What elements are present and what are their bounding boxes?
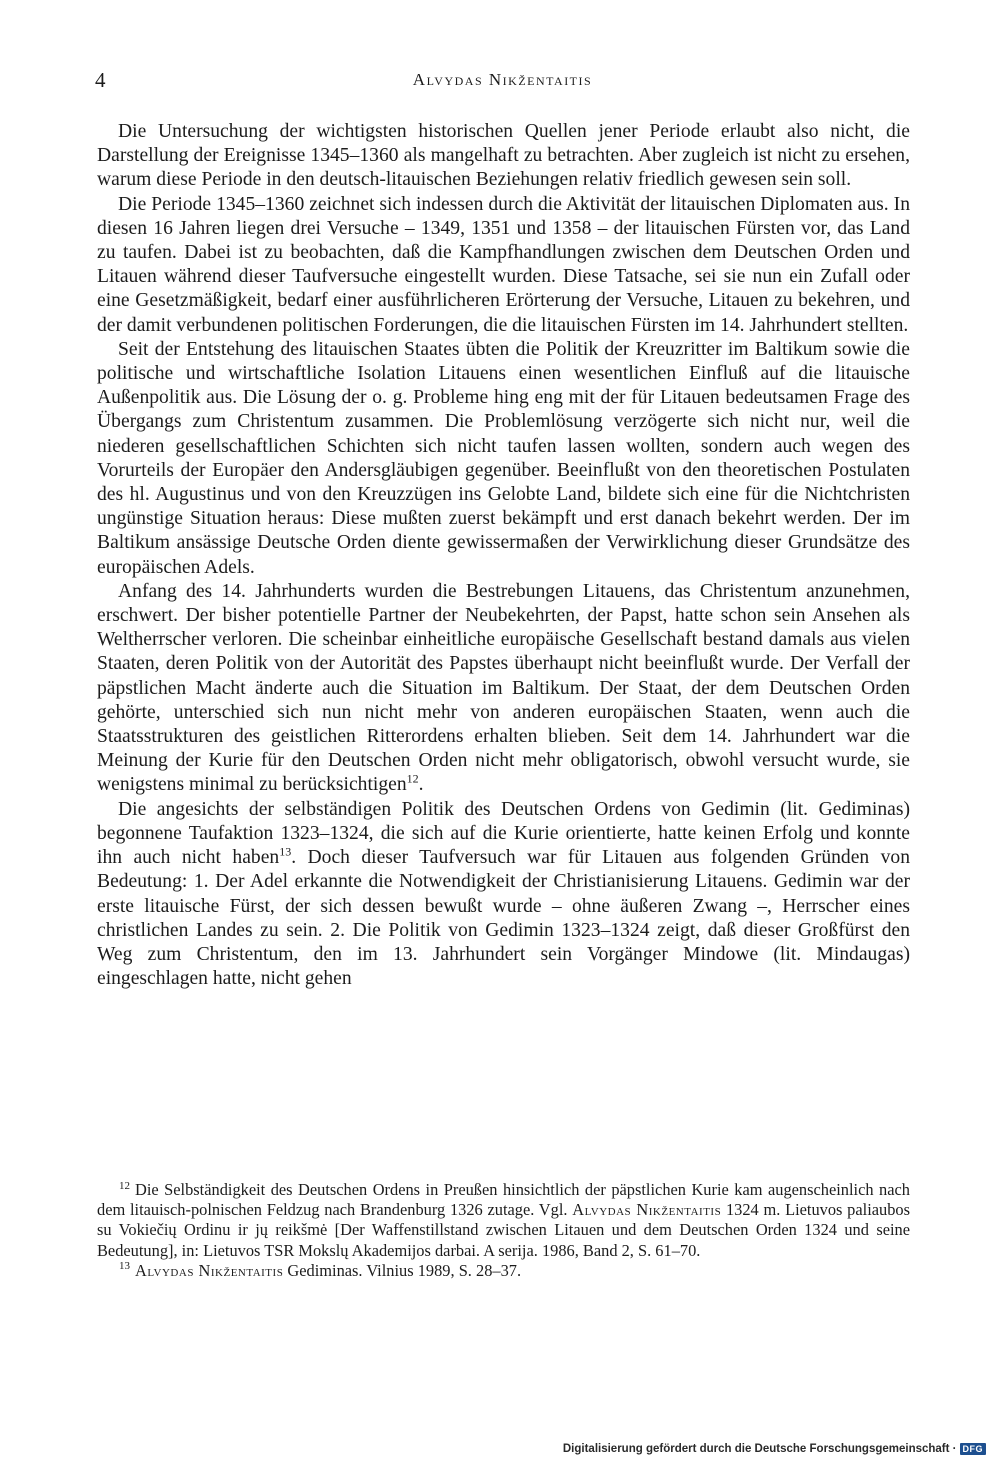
body-text (97, 120, 910, 991)
paragraph-5-text-b: . Doch dieser Taufversuch war für Litauen aus folgenden Gründen von Bedeutung: 1. Der Adel erkannte die Notwendigkeit der Christianisierung Litauens. Gedimin war der erste litauische Fürst, der sich dessen bewußt wurde – ohne äußeren Zwang –, Herrscher eines christlichen Landes zu sein. 2. Die Politik von Gedimin 1323–1324 zeigt, daß dieser Großfürst den Weg zum Christentum, den im 13. Jahrhundert sein Vorgänger Mindowe (lit. Mindaugas) eingeschlagen hatte, nicht gehen (97, 847, 911, 990)
footnotes (97, 1180, 910, 1281)
running-head: Alvydas Nikžentaitis (412, 70, 593, 89)
footnote-13-author: Alvydas Nikžentaitis (135, 1260, 284, 1280)
paragraph-1: Die Untersuchung der wichtigsten historischen Quellen jener Periode erlaubt also nicht, die Darstellung der Ereignisse 1345–1360 als mangelhaft zu betrachten. Aber zugleich ist nicht zu ersehen, warum diese Periode in den deutsch-litauischen Beziehungen relativ friedlich gewesen sein soll. (97, 121, 910, 191)
footnote-13-text: Gediminas. Vilnius 1989, S. 28–37. (287, 1260, 522, 1280)
footnote-ref-13[interactable]: 13 (279, 844, 292, 859)
footnote-12-text-b: 1324 m. Lietuvos paliaubos su Vokiečių Ordinu ir jų reikšmė [Der Waffenstillstand zwischen Litauen und dem Deutschen Orden 1324 und seine Bedeutung], in: Lietuvos TSR Mokslų Akademijos darbai. A serija. 1986, Band 2, S. 61–70. (97, 1200, 910, 1260)
paragraph-5-text-a: Die angesichts der selbständigen Politik des Deutschen Ordens von Gedimin (lit. Gediminas) begonnene Taufaktion 1323–1324, die sich auf die Kurie orientierte, hatte keinen Erfolg und konnte ihn auch nicht haben (97, 798, 910, 869)
footnote-13 (97, 1261, 910, 1281)
paragraph-4 (97, 580, 910, 798)
dfg-logo-icon: DFG (960, 1443, 987, 1455)
paragraph-4-text: Anfang des 14. Jahrhunderts wurden die Bestrebungen Litauens, das Christentum anzunehmen, erschwert. Der bisher potentielle Partner der Neubekehrten, der Papst, hatte schon sein Ansehen als Weltherrscher verloren. Die scheinbar einheitliche europäische Gesellschaft bestand damals aus vielen Staaten, deren Politik von der Autorität des Papstes überhaupt nicht beeinflußt wurde. Der Verfall der päpstlichen Macht änderte auch die Situation im Baltikum. Der Staat, der dem Deutschen Orden gehörte, unterschied sich nun nicht mehr von anderen europäischen Staaten, wenn auch die Staatsstrukturen des geistlichen Ritterordens erhalten blieben. Seit dem 14. Jahrhundert war die Meinung der Kurie für den Deutschen Orden nicht mehr obligatorisch, obwohl versucht wurde, sie wenigstens minimal zu berücksichtigen (97, 580, 910, 796)
footnote-12-text-a: Die Selbständigkeit des Deutschen Ordens in Preußen hinsichtlich der päpstlichen Kurie kam augenscheinlich nach dem litauisch-polnischen Feldzug nach Brandenburg 1326 zutage. Vgl. (97, 1180, 910, 1220)
page-header (95, 68, 910, 98)
footnote-12-author: Alvydas Nikžentaitis (572, 1200, 722, 1220)
footnote-12 (97, 1180, 910, 1261)
page-number: 4 (95, 68, 106, 92)
digitization-credit (563, 1443, 986, 1455)
paragraph-3: Seit der Entstehung des litauischen Staates übten die Politik der Kreuzritter im Baltikum sowie die politische und wirtschaftliche Isolation Litauens einen wesentlichen Einfluß auf die litauische Außenpolitik aus. Die Lösung der o. g. Probleme hing eng mit der für Litauen bedeutsamen Frage des Übergangs zum Christentum zusammen. Die Problemlösung verzögerte sich nicht nur, weil die niederen gesellschaftlichen Schichten sich nicht taufen lassen wollten, sondern auch wegen des Vorurteils der Europäer den Andersgläubigen gegenüber. Beeinflußt von den theoretischen Postulaten des hl. Augustinus und von den Kreuzzügen ins Gelobte Land, bildete sich eine für die Nichtchristen ungünstige Situation heraus: Diese mußten zuerst bekämpft und erst danach bekehrt werden. Der im Baltikum ansässige Deutsche Orden diente gewissermaßen der Verwirklichung dieser Grundsätze des europäischen Adels. (97, 338, 910, 578)
paragraph-5 (97, 798, 910, 992)
footnote-12-number: 12 (119, 1179, 130, 1192)
paragraph-4-end: . (418, 774, 424, 796)
credit-text: Digitalisierung gefördert durch die Deutsche Forschungsgemeinschaft · (562, 1443, 957, 1455)
paragraph-2: Die Periode 1345–1360 zeichnet sich indessen durch die Aktivität der litauischen Diplomaten aus. In diesen 16 Jahren liegen drei Versuche – 1349, 1351 und 1358 – der litauischen Fürsten vor, das Land zu taufen. Dabei ist zu beobachten, daß die Kampfhandlungen zwischen dem Deutschen Orden und Litauen während dieser Taufversuche eingestellt wurden. Diese Tatsache, sei sie nun ein Zufall oder eine Gesetzmäßigkeit, bedarf einer ausführlicheren Erörterung der Versuche, Litauen zu bekehren, und der damit verbundenen politischen Forderungen, die die litauischen Fürsten im 14. Jahrhundert stellten. (97, 193, 910, 336)
footnote-13-number: 13 (119, 1260, 130, 1273)
footnote-ref-12[interactable]: 12 (406, 771, 419, 786)
